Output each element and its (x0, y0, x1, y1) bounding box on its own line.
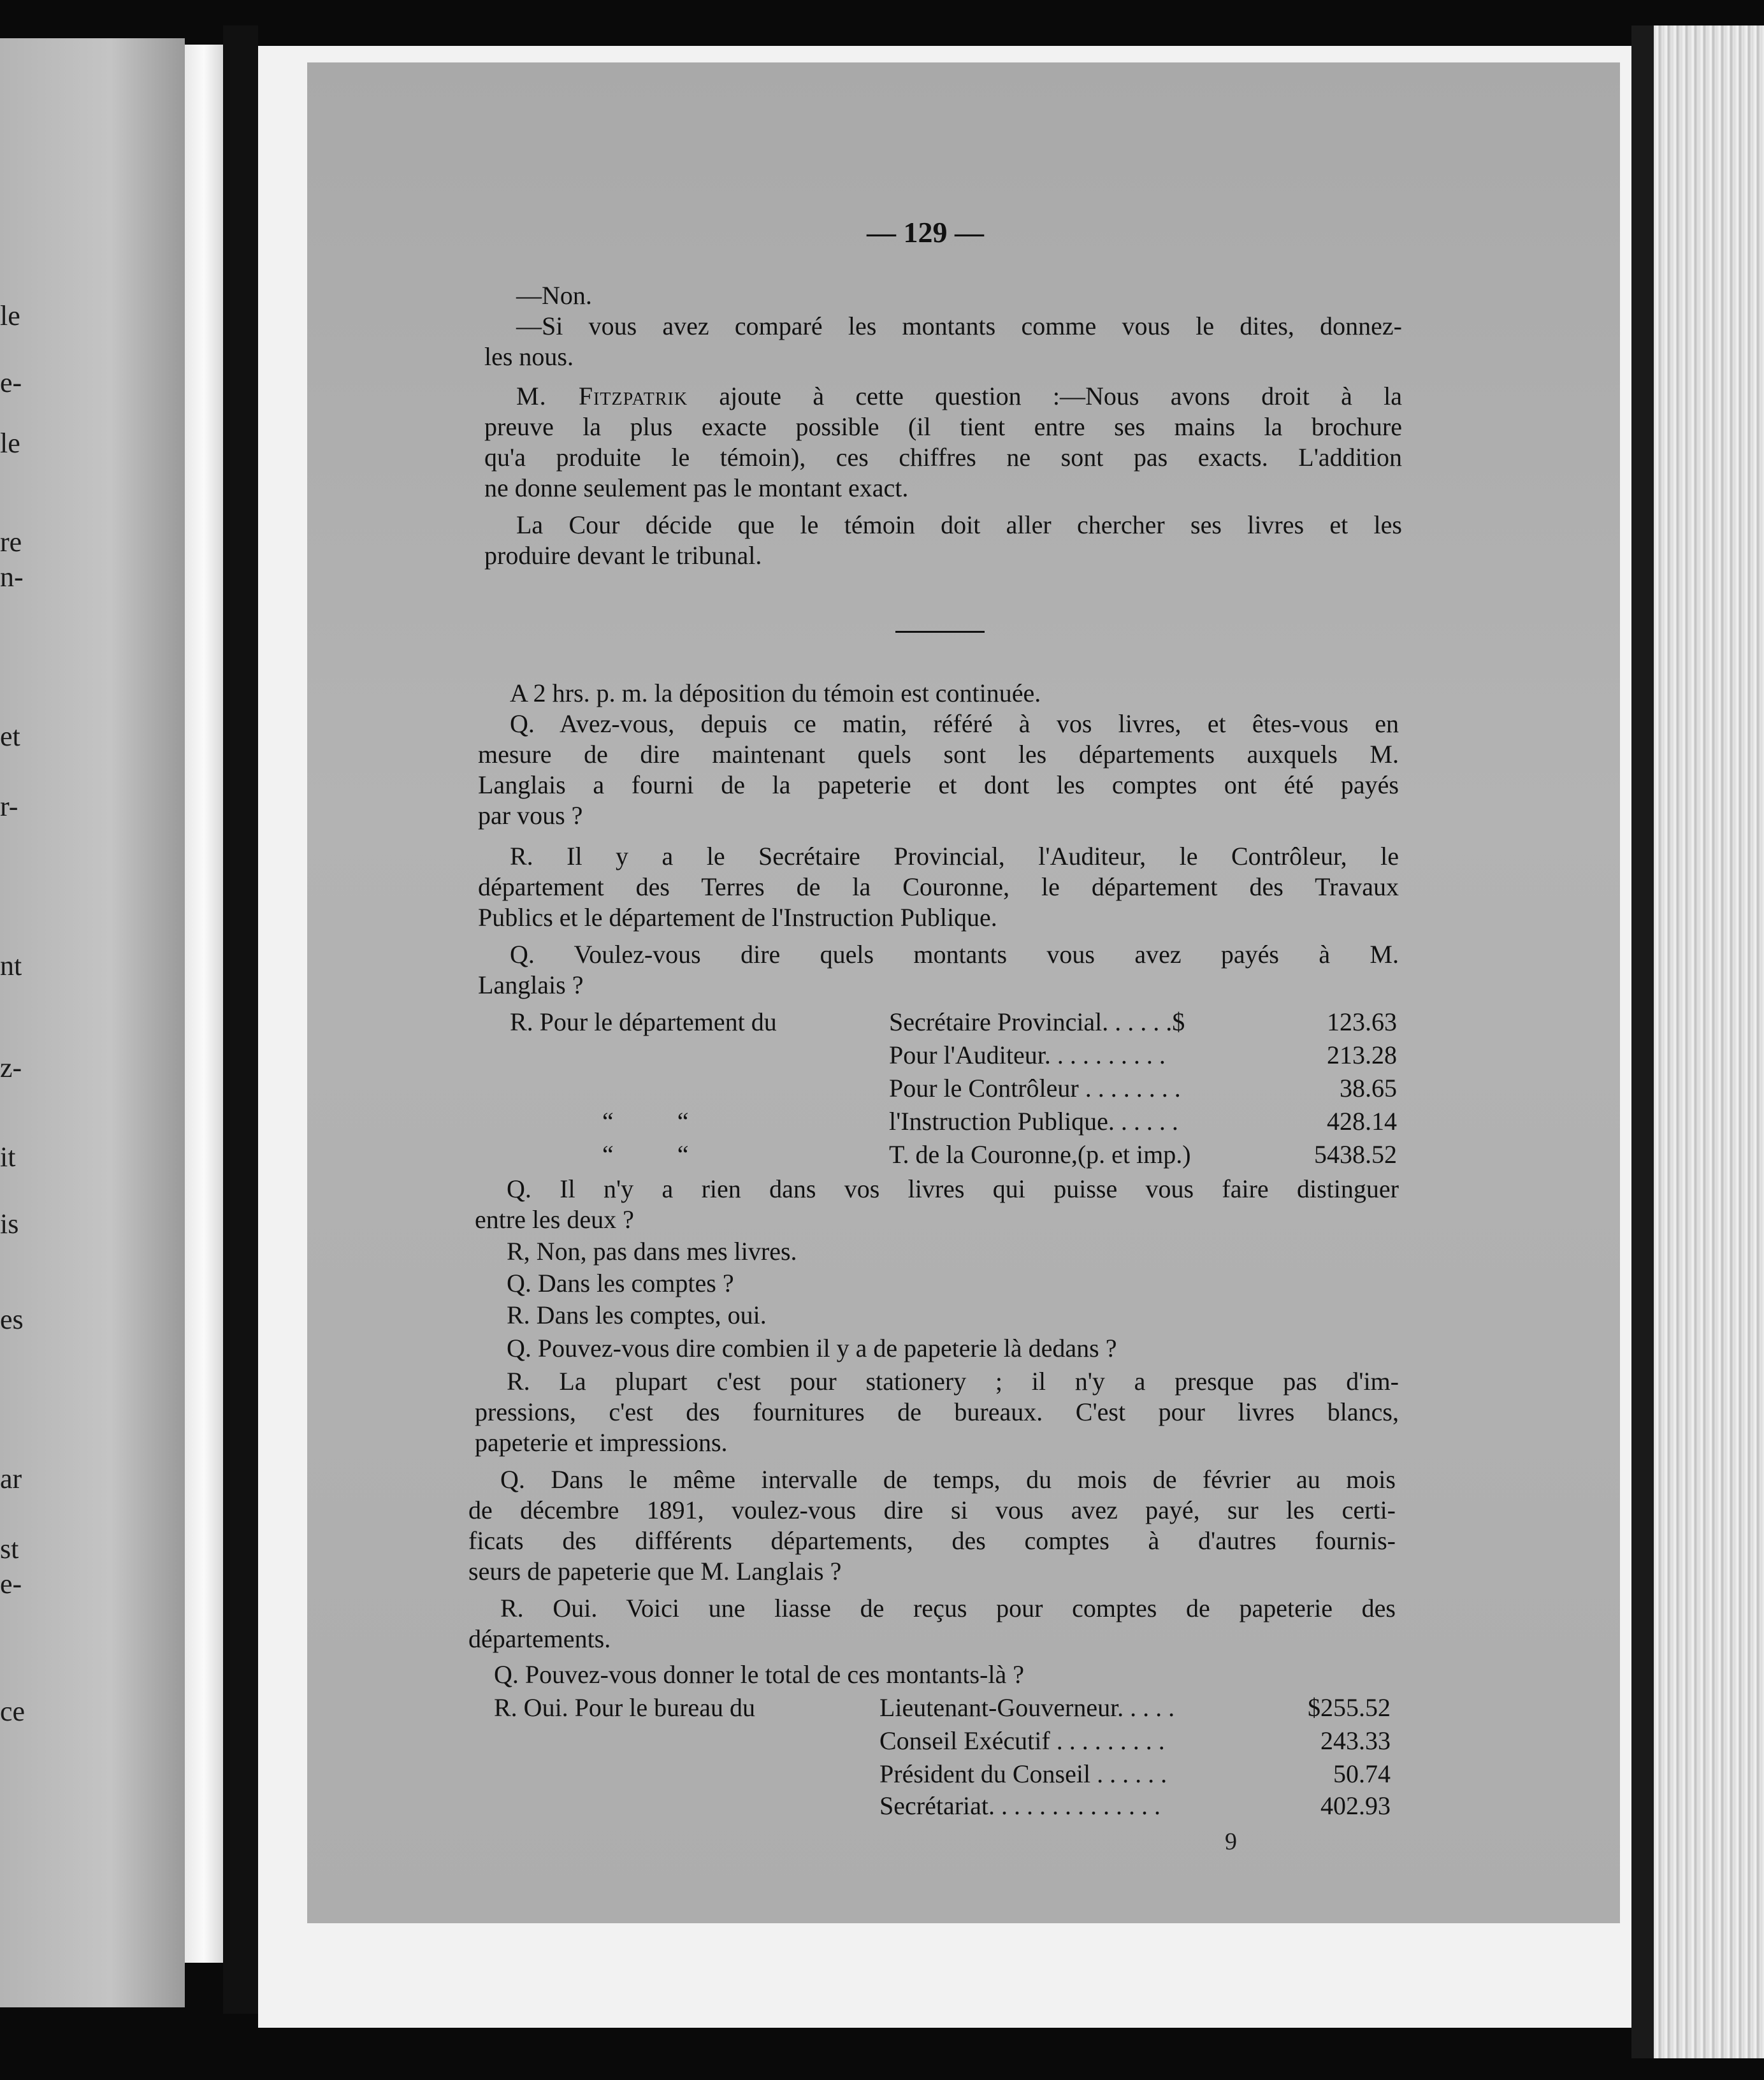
text-line: seurs de papeterie que M. Langlais ? (468, 1557, 842, 1585)
table-row-amount: 123.63 (1327, 1007, 1397, 1036)
text-line: papeterie et impressions. (475, 1428, 728, 1457)
section-divider (895, 631, 985, 633)
left-page-fragment: e- (0, 367, 22, 398)
table-row-amount: 5438.52 (1314, 1140, 1397, 1169)
left-page-fragment: is (0, 1208, 19, 1239)
table-row-label: l'Instruction Publique. . . . . . (889, 1107, 1178, 1136)
left-page-fragment: ar (0, 1463, 22, 1494)
table-row-amount: 213.28 (1327, 1041, 1397, 1069)
table-row-amount: 402.93 (1320, 1791, 1391, 1820)
left-page-fragment: n- (0, 561, 24, 593)
text-line: départements. (468, 1624, 611, 1653)
text-line: qu'a produite le témoin), ces chiffres ne sont pas exacts. L'addition (484, 443, 1402, 472)
text-line: R. Dans les comptes, oui. (507, 1301, 767, 1329)
page-edge-shadow (1631, 25, 1654, 2058)
table-row-amount: 243.33 (1320, 1726, 1391, 1755)
left-page-fragment: it (0, 1141, 16, 1173)
left-page-fragment: nt (0, 950, 22, 981)
table-row-amount: 38.65 (1340, 1074, 1397, 1102)
ditto-marks: “ “ (602, 1107, 689, 1136)
text-line: Langlais ? (478, 971, 584, 999)
text-line: département des Terres de la Couronne, le département des Travaux (478, 872, 1399, 901)
text-line: Q. Avez-vous, depuis ce matin, référé à vos livres, et êtes-vous en (510, 709, 1399, 738)
left-page-fragment: st (0, 1533, 19, 1564)
text-line: Q. Il n'y a rien dans vos livres qui puisse vous faire distinguer (507, 1174, 1399, 1203)
table-row-label: Pour l'Auditeur. . . . . . . . . . (889, 1041, 1166, 1069)
left-page-fragment: le (0, 300, 20, 331)
text-line: Q. Dans les comptes ? (507, 1269, 734, 1297)
table-lead: R. Oui. Pour le bureau du (494, 1693, 755, 1722)
text-line: Langlais a fourni de la papeterie et dont les comptes ont été payés (478, 770, 1399, 799)
text-line: ne donne seulement pas le montant exact. (484, 473, 909, 502)
text-line: par vous ? (478, 801, 583, 830)
text-line: R. Oui. Voici une liasse de reçus pour comptes de papeterie des (500, 1594, 1396, 1622)
table-row-label: T. de la Couronne,(p. et imp.) (889, 1140, 1191, 1169)
text-segment: ajoute à cette question :—Nous avons droit à la (688, 382, 1403, 410)
left-page-fragment: es (0, 1304, 24, 1335)
left-page-fragment: r- (0, 791, 18, 822)
signature-mark: 9 (1225, 1828, 1237, 1855)
left-page-fragment: ce (0, 1696, 25, 1727)
text-line: Q. Dans le même intervalle de temps, du mois de février au mois (500, 1465, 1396, 1494)
binding-shadow (223, 25, 258, 2014)
page-gutter (185, 45, 223, 1963)
left-page-fragment: re (0, 526, 22, 558)
text-line: R. La plupart c'est pour stationery ; il n'y a presque pas d'im- (507, 1367, 1399, 1396)
left-facing-page (0, 38, 185, 2007)
left-page-fragment: le (0, 428, 20, 459)
table-row-label: Secrétariat. . . . . . . . . . . . . . (879, 1791, 1160, 1820)
text-line: Q. Pouvez-vous donner le total de ces montants-là ? (494, 1660, 1024, 1689)
text-line: Q. Voulez-vous dire quels montants vous avez payés à M. (510, 940, 1399, 969)
text-line: preuve la plus exacte possible (il tient entre ses mains la brochure (484, 412, 1402, 441)
table-row-label: Lieutenant-Gouverneur. . . . . (879, 1693, 1175, 1722)
text-line: produire devant le tribunal. (484, 541, 762, 570)
page-number: — 129 — (867, 216, 984, 249)
table-row-amount: $255.52 (1308, 1693, 1391, 1722)
text-line: Publics et le département de l'Instruction Publique. (478, 903, 997, 932)
text-line: ficats des différents départements, des comptes à d'autres fournis- (468, 1526, 1396, 1555)
book-page-edges (1654, 25, 1764, 2058)
text-line: R. Il y a le Secrétaire Provincial, l'Auditeur, le Contrôleur, le (510, 842, 1399, 870)
text-line: mesure de dire maintenant quels sont les départements auxquels M. (478, 740, 1399, 769)
text-line: les nous. (484, 342, 574, 371)
table-row-label: Conseil Exécutif . . . . . . . . . (879, 1726, 1165, 1755)
text-line: R, Non, pas dans mes livres. (507, 1237, 797, 1266)
table-row-label: Président du Conseil . . . . . . (879, 1759, 1168, 1788)
text-line: —Si vous avez comparé les montants comme vous le dites, donnez- (516, 312, 1402, 340)
text-line: pressions, c'est des fournitures de bureaux. C'est pour livres blancs, (475, 1398, 1399, 1426)
text-line: Q. Pouvez-vous dire combien il y a de papeterie là dedans ? (507, 1334, 1117, 1362)
text-line: La Cour décide que le témoin doit aller chercher ses livres et les (516, 510, 1402, 539)
fitzpatrik-paragraph-first-line (516, 381, 1402, 412)
speaker-name: M. Fitzpatrik (516, 382, 688, 410)
text-line: —Non. (516, 281, 592, 310)
ditto-marks: “ “ (602, 1140, 689, 1169)
table-row-amount: 428.14 (1327, 1107, 1397, 1136)
left-page-fragment: et (0, 721, 20, 752)
table-lead: R. Pour le département du (510, 1007, 777, 1036)
table-row-label: Secrétaire Provincial. . . . . .$ (889, 1007, 1185, 1036)
text-line: de décembre 1891, voulez-vous dire si vous avez payé, sur les certi- (468, 1496, 1396, 1524)
text-line: entre les deux ? (475, 1205, 634, 1234)
left-page-fragment: e- (0, 1568, 22, 1600)
left-page-fragment: z- (0, 1052, 22, 1083)
table-row-label: Pour le Contrôleur . . . . . . . . (889, 1074, 1181, 1102)
text-line: A 2 hrs. p. m. la déposition du témoin est continuée. (510, 679, 1041, 707)
table-row-amount: 50.74 (1333, 1759, 1391, 1788)
